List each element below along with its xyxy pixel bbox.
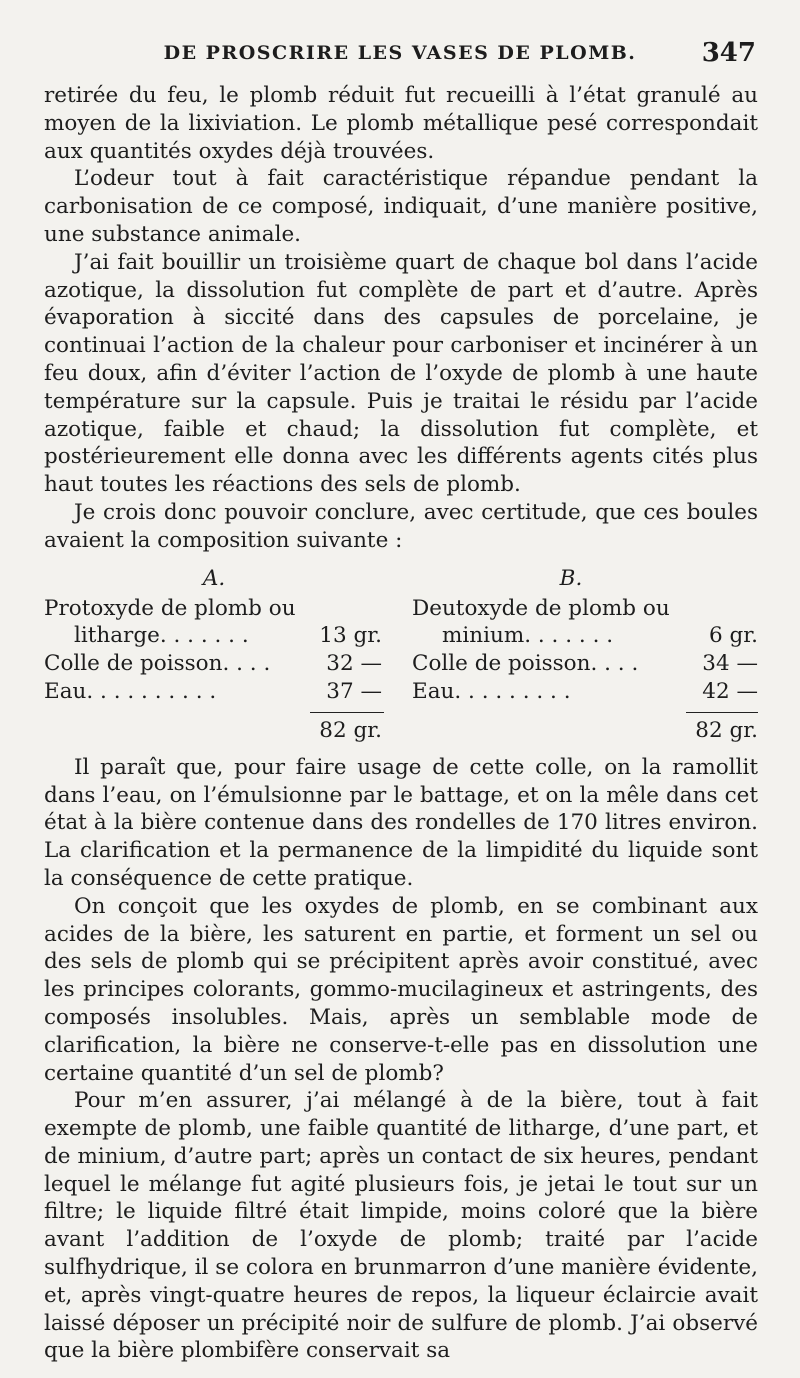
composition-row	[44, 595, 758, 623]
page-body	[44, 82, 758, 1365]
row-b-label: Deutoxyde de plomb ou	[412, 595, 670, 621]
paragraph-6: On conçoit que les oxydes de plomb, en se combinant aux acides de la bière, les saturent en partie, et forment un sel ou des sels de plomb qui se précipitent après avoir constitué, avec les principes colorants, gommo-mucilagineux et astringents, des composés insolubles. Mais, après un semblable mode de clarification, la bière ne conserve-t-elle pas en dissolution une certaine quantité d’un sel de plomb?	[44, 893, 758, 1086]
row-a-label: Colle de poisson. . . .	[44, 651, 271, 677]
column-a-heading: A.	[202, 565, 226, 591]
running-title: DE PROSCRIRE LES VASES DE PLOMB.	[163, 42, 637, 64]
row-b-value: 6 gr.	[708, 623, 758, 649]
composition-row	[44, 650, 758, 678]
row-b-label: Colle de poisson. . . .	[412, 651, 639, 677]
page-number: 347	[701, 38, 756, 68]
sum-rule-b	[686, 712, 758, 713]
sum-rule-a	[310, 712, 384, 713]
paragraph-1: retirée du feu, le plomb réduit fut recueilli à l’état granulé au moyen de la lixiviation. Le plomb métallique pesé correspondait aux quantités oxydes déjà trouvées.	[44, 83, 758, 164]
sum-rule-row	[44, 706, 758, 716]
paragraph-2: L’odeur tout à fait caractéristique répandue pendant la carbonisation de ce composé, indiquait, d’une manière positive, une substance animale.	[44, 166, 758, 247]
total-b-value: 82 gr.	[695, 717, 758, 743]
composition-row	[44, 678, 758, 706]
paragraph-7: Pour m’en assurer, j’ai mélangé à de la bière, tout à fait exempte de plomb, une faible quantité de litharge, d’une part, et de minium, d’autre part; après un contact de six heures, pendant lequel le mélange fut agité plusieurs fois, je jetai le tout sur un filtre; le liquide filtré était limpide, moins coloré que la bière avant l’addition de l’oxyde de plomb; traité par l’acide sulfhydrique, il se colora en brunmarron d’une manière évidente, et, après vingt-quatre heures de repos, la liqueur éclaircie avait laissé déposer un précipité noir de sulfure de plomb. J’ai observé que la bière plombifère conservait sa	[44, 1088, 758, 1364]
composition-total-row	[44, 716, 758, 746]
paragraph-4: Je crois donc pouvoir conclure, avec certitude, que ces boules avaient la composition suivante :	[44, 499, 758, 553]
paragraph-3: J’ai fait bouillir un troisième quart de chaque bol dans l’acide azotique, la dissolution fut complète de part et d’autre. Après évaporation à siccité dans des capsules de porcelaine, je continuai l’action de la chaleur pour carboniser et incinérer à un feu doux, afin d’éviter l’action de l’oxyde de plomb à une haute température sur la capsule. Puis je traitai le résidu par l’acide azotique, faible et chaud; la dissolution fut complète, et postérieurement elle donna avec les différents agents cités plus haut toutes les réactions des sels de plomb.	[44, 249, 758, 498]
total-a-value: 82 gr.	[319, 717, 382, 743]
row-a-label: litharge. . . . . . .	[74, 623, 249, 649]
composition-header-row	[44, 565, 758, 595]
column-b-heading: B.	[559, 565, 583, 591]
paragraph-5: Il paraît que, pour faire usage de cette colle, on la ramollit dans l’eau, on l’émulsionne par le battage, et on la mêle dans cet état à la bière contenue dans des rondelles de 170 litres environ. La clarification et la permanence de la limpidité du liquide sont la conséquence de cette pratique.	[44, 754, 758, 891]
row-a-value: 32 —	[326, 651, 382, 677]
row-b-value: 34 —	[702, 651, 758, 677]
row-a-value: 13 gr.	[319, 623, 382, 649]
row-a-label: Protoxyde de plomb ou	[44, 595, 296, 621]
running-head	[40, 38, 760, 70]
row-b-label: minium. . . . . . .	[442, 623, 614, 649]
row-a-value: 37 —	[326, 678, 382, 704]
row-a-label: Eau. . . . . . . . . .	[44, 678, 217, 704]
composition-table	[44, 565, 758, 746]
row-b-label: Eau. . . . . . . . .	[412, 678, 571, 704]
row-b-value: 42 —	[702, 678, 758, 704]
composition-row	[44, 622, 758, 650]
